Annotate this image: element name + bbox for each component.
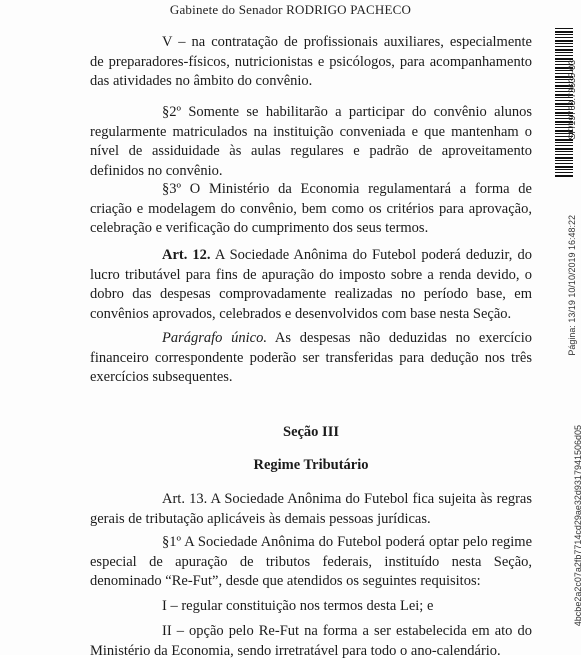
paragraph-text: §3º O Ministério da Economia regulamentará a forma de criação e modelagem do convênio, bem como os critérios para aprovação, celebração e verificação do cumprimento dos seus termos. (90, 181, 532, 236)
article-label: Art. 12. (162, 247, 211, 263)
paragraph-item-i (90, 597, 532, 617)
page-header: Gabinete do Senador RODRIGO PACHECO (169, 2, 412, 17)
paragraph-art13-sec1 (90, 533, 532, 592)
paragraph-text: §1º A Sociedade Anônima do Futebol poderá optar pelo regime especial de apuração de tributos federais, instituído nesta Seção, denominado “Re-Fut”, desde que atendidos os seguintes requisitos: (90, 534, 532, 589)
paragraph-body: As despesas não deduzidas no exercício financeiro correspondente poderão ser transferidas para dedução nos três exercícios subsequentes. (90, 330, 532, 385)
paragraph-sec2 (90, 103, 532, 181)
paragraph-text: Art. 13. A Sociedade Anônima do Futebol fica sujeita às regras gerais de tributação aplicáveis às demais pessoas jurídicas. (90, 491, 532, 527)
section-title: Seção III (283, 424, 339, 440)
paragraph-text (90, 329, 532, 388)
paragraph-unique (90, 329, 532, 388)
paragraph-text: I – regular constituição nos termos desta Lei; e (162, 598, 434, 614)
paragraph-sec3 (90, 180, 532, 239)
paragraph-text: V – na contratação de profissionais auxiliares, especialmente de preparadores-físicos, nutricionistas e psicólogos, para acompanhamento das atividades no âmbito do convênio. (90, 34, 532, 89)
document-hash-label: 4bcbe2a2c07a2fb7714cd29ae32d9317941506d05 (573, 425, 583, 627)
paragraph-label: Parágrafo único. (162, 330, 267, 346)
paragraph-item-ii (90, 622, 532, 661)
paragraph-text: II – opção pelo Re-Fut na forma a ser estabelecida em ato do Ministério da Economia, sendo irretratável para todo o ano-calendário. (90, 623, 532, 659)
paragraph-text (90, 246, 532, 324)
paragraph-text: §2º Somente se habilitarão a participar do convênio alunos regularmente matriculados na instituição conveniada e que mantenham o nível de assiduidade às aulas regulares e padrão de aproveitamento definidos no convênio. (90, 104, 532, 179)
paragraph-art13 (90, 490, 532, 529)
paragraph-item-v (90, 33, 532, 92)
paragraph-art12 (90, 246, 532, 324)
article-text: A Sociedade Anônima do Futebol poderá deduzir, do lucro tributável para fins de apuração do imposto sobre a renda devido, o dobro das despesas comprovadamente realizadas no período base, em convênios aprovados, celebrados e desenvolvidos com base nesta Seção. (90, 247, 532, 322)
barcode-label: SF/19763.73635-03 (567, 60, 577, 140)
section-subtitle: Regime Tributário (253, 457, 369, 473)
page-info-label: Página: 13/19 10/10/2019 16:48:22 (567, 215, 577, 356)
